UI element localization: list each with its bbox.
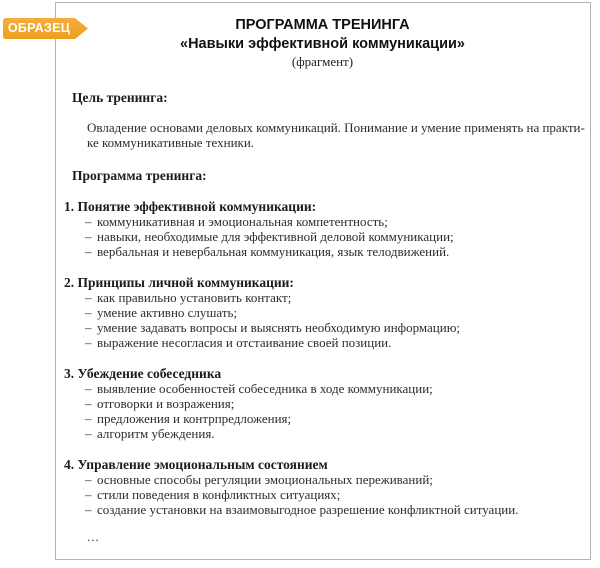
bullet-dash: –	[85, 381, 92, 396]
program-section-4	[56, 457, 589, 517]
list-item-text: умение активно слушать;	[97, 305, 238, 320]
list-item	[85, 320, 589, 335]
list-item	[85, 290, 589, 305]
list-item-text: выражение несогласия и отстаивание своей позиции.	[97, 335, 392, 350]
list-item-text: алгоритм убеждения.	[97, 426, 215, 441]
list-item-text: умение задавать вопросы и выяснять необходимую информацию;	[97, 320, 461, 335]
program-section-3	[56, 366, 589, 441]
list-item-text: навыки, необходимые для эффективной деловой коммуникации;	[97, 229, 454, 244]
bullet-dash: –	[85, 472, 92, 487]
page-title: ПРОГРАММА ТРЕНИНГА	[235, 17, 410, 33]
list-item	[85, 487, 589, 502]
continuation-ellipsis: ...	[87, 529, 100, 544]
document-content	[56, 3, 589, 544]
goal-paragraph-line: ке коммуникативные техники.	[87, 135, 255, 150]
document-header	[56, 16, 589, 70]
list-item	[85, 214, 589, 229]
list-item-text: основные способы регуляции эмоциональных переживаний;	[97, 472, 433, 487]
list-item-text: предложения и контрпредложения;	[97, 411, 292, 426]
bullet-dash: –	[85, 290, 92, 305]
list-item	[85, 426, 589, 441]
bullet-dash: –	[85, 487, 92, 502]
list-item-text: стили поведения в конфликтных ситуациях;	[97, 487, 341, 502]
program-section-1	[56, 199, 589, 259]
bullet-dash: –	[85, 426, 92, 441]
list-item	[85, 381, 589, 396]
list-item-text: как правильно установить контакт;	[97, 290, 292, 305]
list-item-text: вербальная и невербальная коммуникация, язык телодвижений.	[97, 244, 450, 259]
bullet-dash: –	[85, 502, 92, 517]
bullet-dash: –	[85, 305, 92, 320]
section-title: 2. Принципы личной коммуникации:	[64, 275, 294, 290]
section-title: 3. Убеждение собеседника	[64, 366, 222, 381]
section-title: 4. Управление эмоциональным состоянием	[64, 457, 328, 472]
bullet-dash: –	[85, 214, 92, 229]
goal-paragraph-line: Овладение основами деловых коммуникаций. Понимание и умение применять на практи-	[87, 120, 585, 135]
bullet-dash: –	[85, 229, 92, 244]
fragment-note: (фрагмент)	[291, 54, 354, 69]
list-item	[85, 244, 589, 259]
list-item-text: коммуникативная и эмоциональная компетентность;	[97, 214, 388, 229]
list-item-text: выявление особенностей собеседника в ходе коммуникации;	[97, 381, 433, 396]
goal-heading: Цель тренинга:	[72, 90, 168, 105]
list-item	[85, 411, 589, 426]
list-item	[85, 472, 589, 487]
program-heading: Программа тренинга:	[72, 168, 207, 183]
bullet-dash: –	[85, 335, 92, 350]
sample-badge	[3, 18, 89, 39]
list-item	[85, 396, 589, 411]
section-title: 1. Понятие эффективной коммуникации:	[64, 199, 317, 214]
bullet-dash: –	[85, 396, 92, 411]
goal-paragraph	[87, 120, 585, 150]
list-item-text: создание установки на взаимовыгодное разрешение конфликтной ситуации.	[97, 502, 519, 517]
bullet-dash: –	[85, 411, 92, 426]
list-item	[85, 229, 589, 244]
list-item	[85, 335, 589, 350]
list-item-text: отговорки и возражения;	[97, 396, 235, 411]
page-subtitle: «Навыки эффективной коммуникации»	[180, 36, 465, 52]
list-item	[85, 305, 589, 320]
bullet-dash: –	[85, 320, 92, 335]
sample-badge-label: ОБРАЗЕЦ	[7, 21, 71, 35]
list-item	[85, 502, 589, 517]
program-section-2	[56, 275, 589, 350]
bullet-dash: –	[85, 244, 92, 259]
